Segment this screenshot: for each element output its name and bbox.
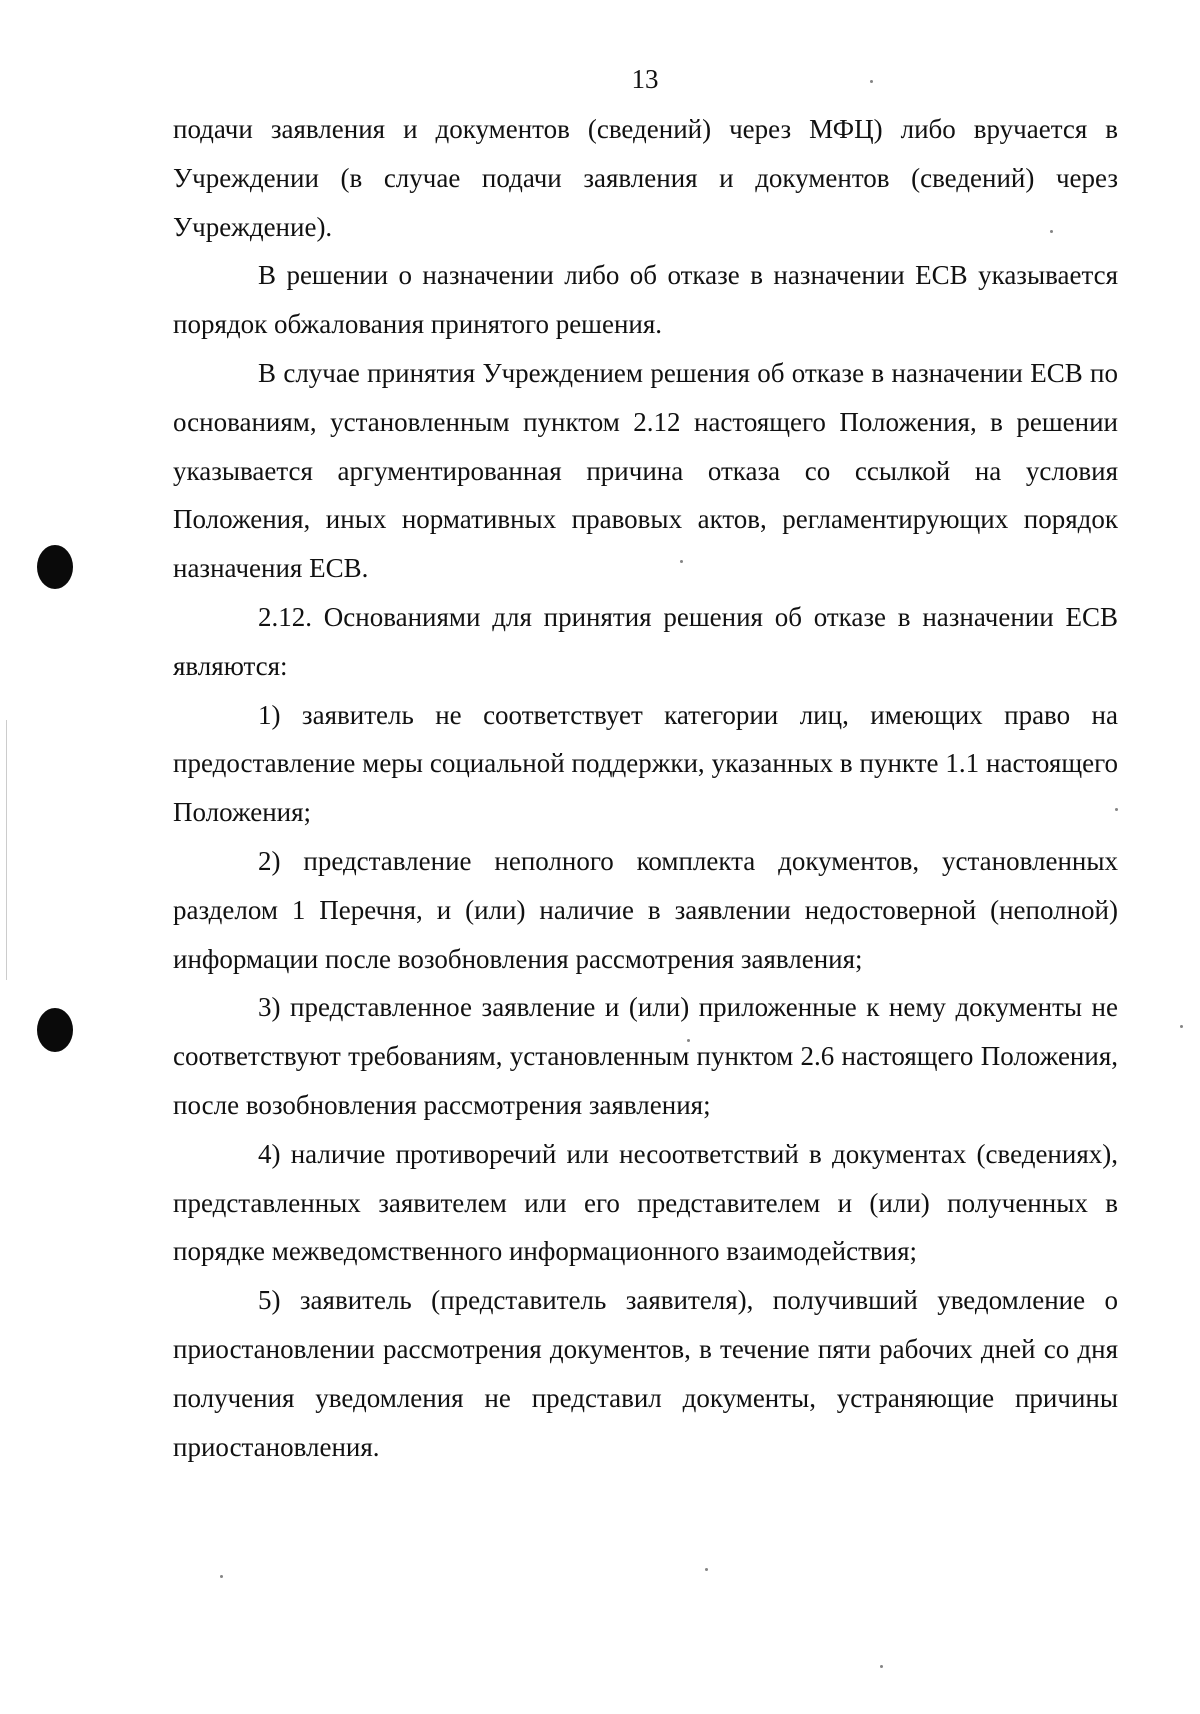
scan-speck: [220, 1575, 223, 1578]
scan-speck: [1180, 1025, 1183, 1028]
page-number: 13: [631, 64, 659, 94]
list-item-4: 4) наличие противоречий или несоответствий в документах (сведениях), представленных заявителем или его представителем и (или) полученных в порядке межведомственного информационного взаимодействия;: [173, 1138, 1118, 1267]
document-body: [173, 105, 1118, 1471]
scan-speck: [705, 1568, 708, 1571]
paragraph-appeal-procedure: В решении о назначении либо об отказе в назначении ЕСВ указывается порядок обжалования принятого решения.: [173, 260, 1118, 340]
scan-edge-line: [6, 720, 7, 980]
list-item-3: 3) представленное заявление и (или) приложенные к нему документы не соответствуют требованиям, установленным пунктом 2.6 настоящего Положения, после возобновления рассмотрения заявления;: [173, 992, 1118, 1120]
punch-hole-bottom: [37, 1008, 73, 1052]
paragraph-continuation: подачи заявления и документов (сведений) через МФЦ) либо вручается в Учреждении (в случае подачи заявления и документов (сведений) через Учреждение).: [173, 114, 1118, 242]
paragraph-section-2-12: 2.12. Основаниями для принятия решения об отказе в назначении ЕСВ являются:: [173, 601, 1118, 681]
list-item-1: 1) заявитель не соответствует категории лиц, имеющих право на предоставление меры социальной поддержки, указанных в пункте 1.1 настоящего Положения;: [173, 699, 1118, 828]
scan-speck: [880, 1665, 883, 1668]
list-item-5: 5) заявитель (представитель заявителя), получивший уведомление о приостановлении рассмотрения документов, в течение пяти рабочих дней со дня получения уведомления не представил документы, устраняющие причины приостановления.: [173, 1285, 1118, 1462]
list-item-2: 2) представление неполного комплекта документов, установленных разделом 1 Перечня, и (или) наличие в заявлении недостоверной (неполной) информации после возобновления рассмотрения заявления;: [173, 845, 1118, 974]
punch-hole-top: [37, 545, 73, 589]
paragraph-refusal-reasoning: В случае принятия Учреждением решения об отказе в назначении ЕСВ по основаниям, установленным пунктом 2.12 настоящего Положения, в решении указывается аргументированная причина отказа со ссылкой на условия Положения, иных нормативных правовых актов, регламентирующих порядок назначения ЕСВ.: [173, 357, 1118, 584]
